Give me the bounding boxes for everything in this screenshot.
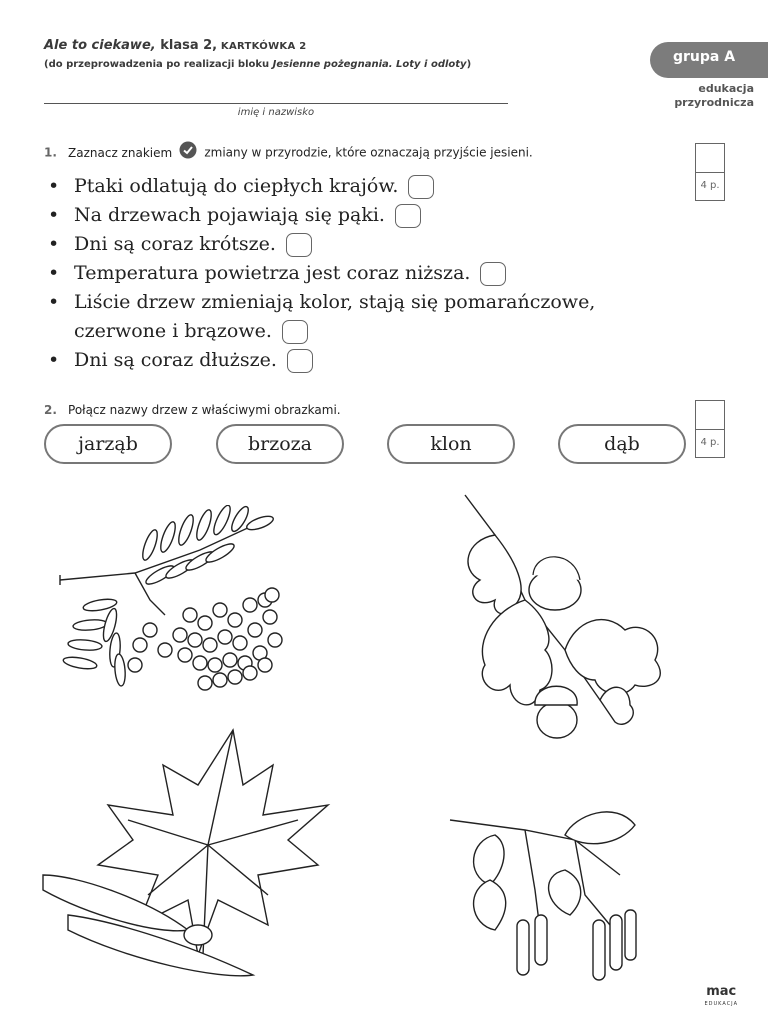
rowan-branch-picture[interactable] [40,505,290,705]
task1-instruction: 1. Zaznacz znakiem zmiany w przyrodzie, które oznaczają przyjście jesieni. [44,141,533,163]
task1-list [44,172,684,375]
list-item: • Temperatura powietrza jest coraz niższa. [44,259,684,288]
list-item: • Ptaki odlatują do ciepłych krajów. [44,172,684,201]
tree-name-dab[interactable]: dąb [558,424,686,464]
group-label: grupa A [672,49,736,65]
birch-branch-picture[interactable] [445,800,645,985]
tree-name-jarzab[interactable]: jarząb [44,424,172,464]
list-item: • Dni są coraz krótsze. [44,230,684,259]
answer-checkbox[interactable] [395,204,421,228]
answer-checkbox[interactable] [408,175,434,199]
publisher-logo: mac EDUKACJA [704,984,738,1007]
answer-checkbox[interactable] [282,320,308,344]
answer-checkbox[interactable] [287,349,313,373]
worksheet-subtitle: (do przeprowadzenia po realizacji bloku Jesienne pożegnania. Loty i odloty) [44,59,472,70]
maple-leaf-picture[interactable] [38,725,338,985]
tree-name-klon[interactable]: klon [387,424,515,464]
checkmark-icon [179,141,197,163]
name-line[interactable] [44,103,508,104]
oak-branch-picture[interactable] [455,490,675,745]
list-item: • Dni są coraz dłuższe. [44,346,684,375]
task2-instruction: 2. Połącz nazwy drzew z właściwymi obrazkami. [44,403,341,417]
list-item: • Na drzewach pojawiają się pąki. [44,201,684,230]
list-item: • Liście drzew zmieniają kolor, stają się pomarańczowe, czerwone i brązowe. [44,288,674,346]
answer-checkbox[interactable] [480,262,506,286]
answer-checkbox[interactable] [286,233,312,257]
task2-points-box[interactable]: 4 p. [695,400,725,458]
subject-label: edukacja przyrodnicza [674,82,754,109]
task2-number: 2. [44,403,57,417]
name-label: imię i nazwisko [237,107,315,118]
worksheet-title: Ale to ciekawe, klasa 2, KARTKÓWKA 2 [44,38,307,53]
task1-number: 1. [44,145,57,160]
task1-points-box[interactable]: 4 p. [695,143,725,201]
tree-name-brzoza[interactable]: brzoza [216,424,344,464]
